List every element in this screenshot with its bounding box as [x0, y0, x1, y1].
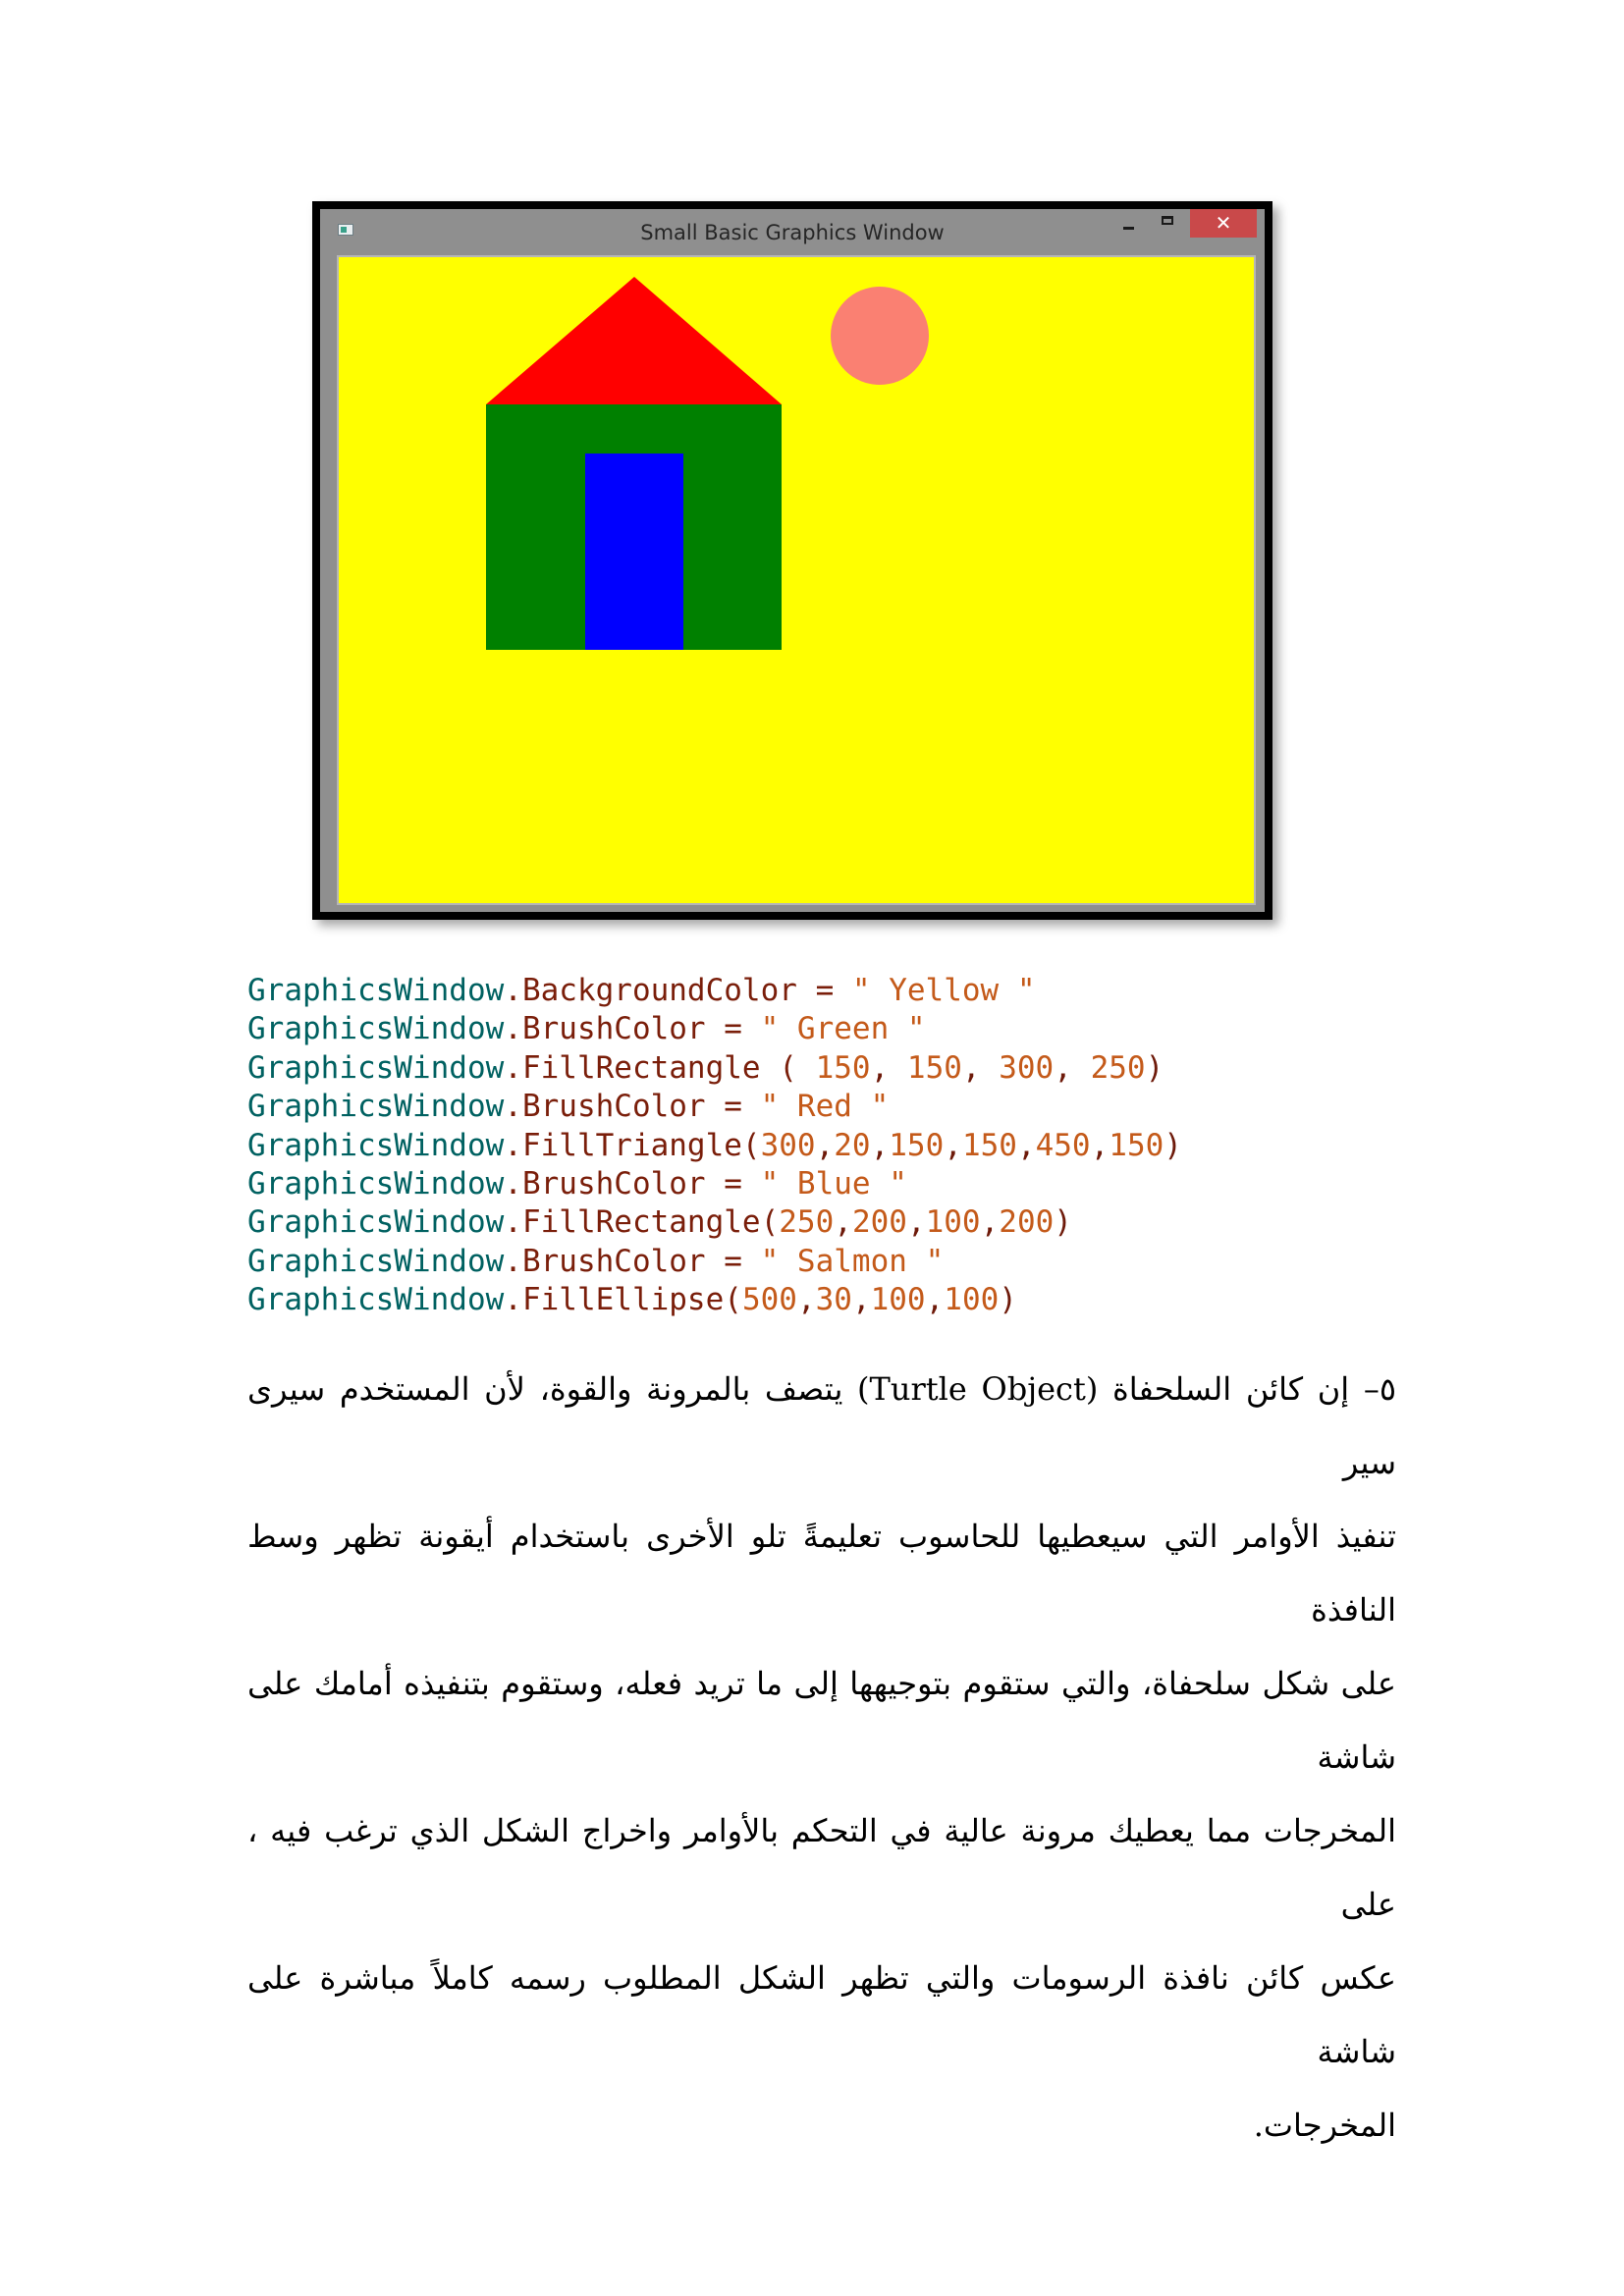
code-token: , — [944, 1127, 962, 1163]
code-line — [247, 1049, 1182, 1088]
code-token: .BrushColor = — [504, 1243, 761, 1279]
code-token: GraphicsWindow — [247, 1089, 505, 1125]
code-token: , — [925, 1282, 945, 1318]
code-token: GraphicsWindow — [247, 1204, 505, 1241]
code-token: ) — [999, 1282, 1017, 1318]
code-line — [247, 1127, 1182, 1165]
graphics-window — [320, 209, 1265, 912]
code-line — [247, 1281, 1182, 1319]
code-token: GraphicsWindow — [247, 1165, 505, 1201]
code-token: .FillTriangle( — [504, 1127, 761, 1163]
paragraph-line: المخرجات. — [1253, 2107, 1396, 2144]
code-token: GraphicsWindow — [247, 1049, 505, 1086]
code-token: 150 — [906, 1049, 962, 1086]
code-token: 500 — [741, 1282, 797, 1318]
code-token: 150 — [1109, 1127, 1164, 1163]
drawing-canvas — [337, 255, 1256, 905]
paragraph-line: عكس كائن نافذة الرسومات والتي تظهر الشكل المطلوب رسمه كاملاً مباشرة على شاشة — [247, 1959, 1396, 2070]
code-token: .FillRectangle( — [504, 1204, 780, 1241]
code-token: , — [1090, 1127, 1110, 1163]
house-door — [585, 454, 683, 650]
code-token: 150 — [889, 1127, 945, 1163]
code-token: , — [870, 1127, 890, 1163]
code-token: 300 — [760, 1127, 816, 1163]
code-token: " Red " — [760, 1089, 890, 1125]
maximize-icon[interactable] — [1148, 209, 1187, 239]
code-line — [247, 972, 1182, 1010]
code-line — [247, 1203, 1182, 1242]
code-token: .BrushColor = — [504, 1011, 761, 1047]
code-token: GraphicsWindow — [247, 973, 505, 1008]
code-token: 250 — [1090, 1049, 1146, 1086]
sun — [831, 287, 929, 385]
code-token: ) — [1054, 1204, 1072, 1241]
code-token: .FillEllipse( — [504, 1282, 742, 1318]
code-token: , — [870, 1049, 907, 1086]
paragraph-line: تنفيذ الأوامر التي سيعطيها للحاسوب تعليمةً تلو الأخرى باستخدام أيقونة تظهر وسط النافذة — [247, 1518, 1397, 1629]
code-token: , — [796, 1282, 816, 1318]
arabic-paragraph — [247, 1353, 1396, 2163]
code-token: .BackgroundColor = — [504, 973, 852, 1008]
code-line — [247, 1165, 1182, 1203]
code-token: , — [1054, 1049, 1091, 1086]
code-token: .BrushColor = — [504, 1089, 761, 1125]
code-token: , — [1016, 1127, 1036, 1163]
code-token: " Blue " — [760, 1165, 907, 1201]
code-listing — [247, 972, 1182, 1320]
code-token: " Salmon " — [760, 1243, 945, 1279]
code-token: , — [980, 1204, 1000, 1241]
paragraph-line: المخرجات مما يعطيك مرونة عالية في التحكم بالأوامر واخراج الشكل الذي ترغب فيه ، على — [247, 1812, 1396, 1923]
code-token: 450 — [1035, 1127, 1091, 1163]
code-token: GraphicsWindow — [247, 1243, 505, 1279]
code-token: , — [906, 1204, 926, 1241]
code-token: " Green " — [760, 1011, 926, 1047]
paragraph-line: على شكل سلحفاة، والتي ستقوم بتوجيهها إلى ما تريد فعله، وستقوم بتنفيذه أمامك على شاشة — [247, 1665, 1397, 1776]
code-token: GraphicsWindow — [247, 1011, 505, 1047]
code-token: 300 — [999, 1049, 1055, 1086]
code-line — [247, 1010, 1182, 1048]
code-token: 200 — [851, 1204, 907, 1241]
paragraph-line: ٥– إن كائن السلحفاة (Turtle Object) يتصف بالمرونة والقوة، لأن المستخدم سيرى سير — [247, 1370, 1397, 1481]
window-title: Small Basic Graphics Window — [640, 221, 945, 244]
code-token: .BrushColor = — [504, 1165, 761, 1201]
code-token: 250 — [779, 1204, 835, 1241]
code-token: 100 — [944, 1282, 1000, 1318]
code-token: ) — [1145, 1049, 1164, 1086]
title-bar — [320, 209, 1265, 252]
code-token: 150 — [815, 1049, 871, 1086]
code-token: 100 — [925, 1204, 981, 1241]
code-token: 30 — [815, 1282, 852, 1318]
code-line — [247, 1243, 1182, 1281]
code-token: " Yellow " — [851, 973, 1036, 1008]
code-token: 100 — [870, 1282, 926, 1318]
code-token: ) — [1164, 1127, 1182, 1163]
close-icon[interactable]: ✕ — [1190, 209, 1257, 238]
code-token: GraphicsWindow — [247, 1282, 505, 1318]
code-token: , — [961, 1049, 1000, 1086]
code-token: 20 — [834, 1127, 871, 1163]
code-token: , — [851, 1282, 871, 1318]
graphics-window-screenshot — [312, 201, 1272, 920]
code-token: , — [815, 1127, 835, 1163]
code-token: .FillRectangle ( — [504, 1049, 816, 1086]
code-token: , — [834, 1204, 852, 1241]
code-token: 150 — [961, 1127, 1017, 1163]
code-token: GraphicsWindow — [247, 1127, 505, 1163]
code-token: 200 — [999, 1204, 1055, 1241]
house-roof — [486, 277, 782, 404]
code-line — [247, 1088, 1182, 1126]
minimize-icon[interactable] — [1109, 209, 1148, 239]
